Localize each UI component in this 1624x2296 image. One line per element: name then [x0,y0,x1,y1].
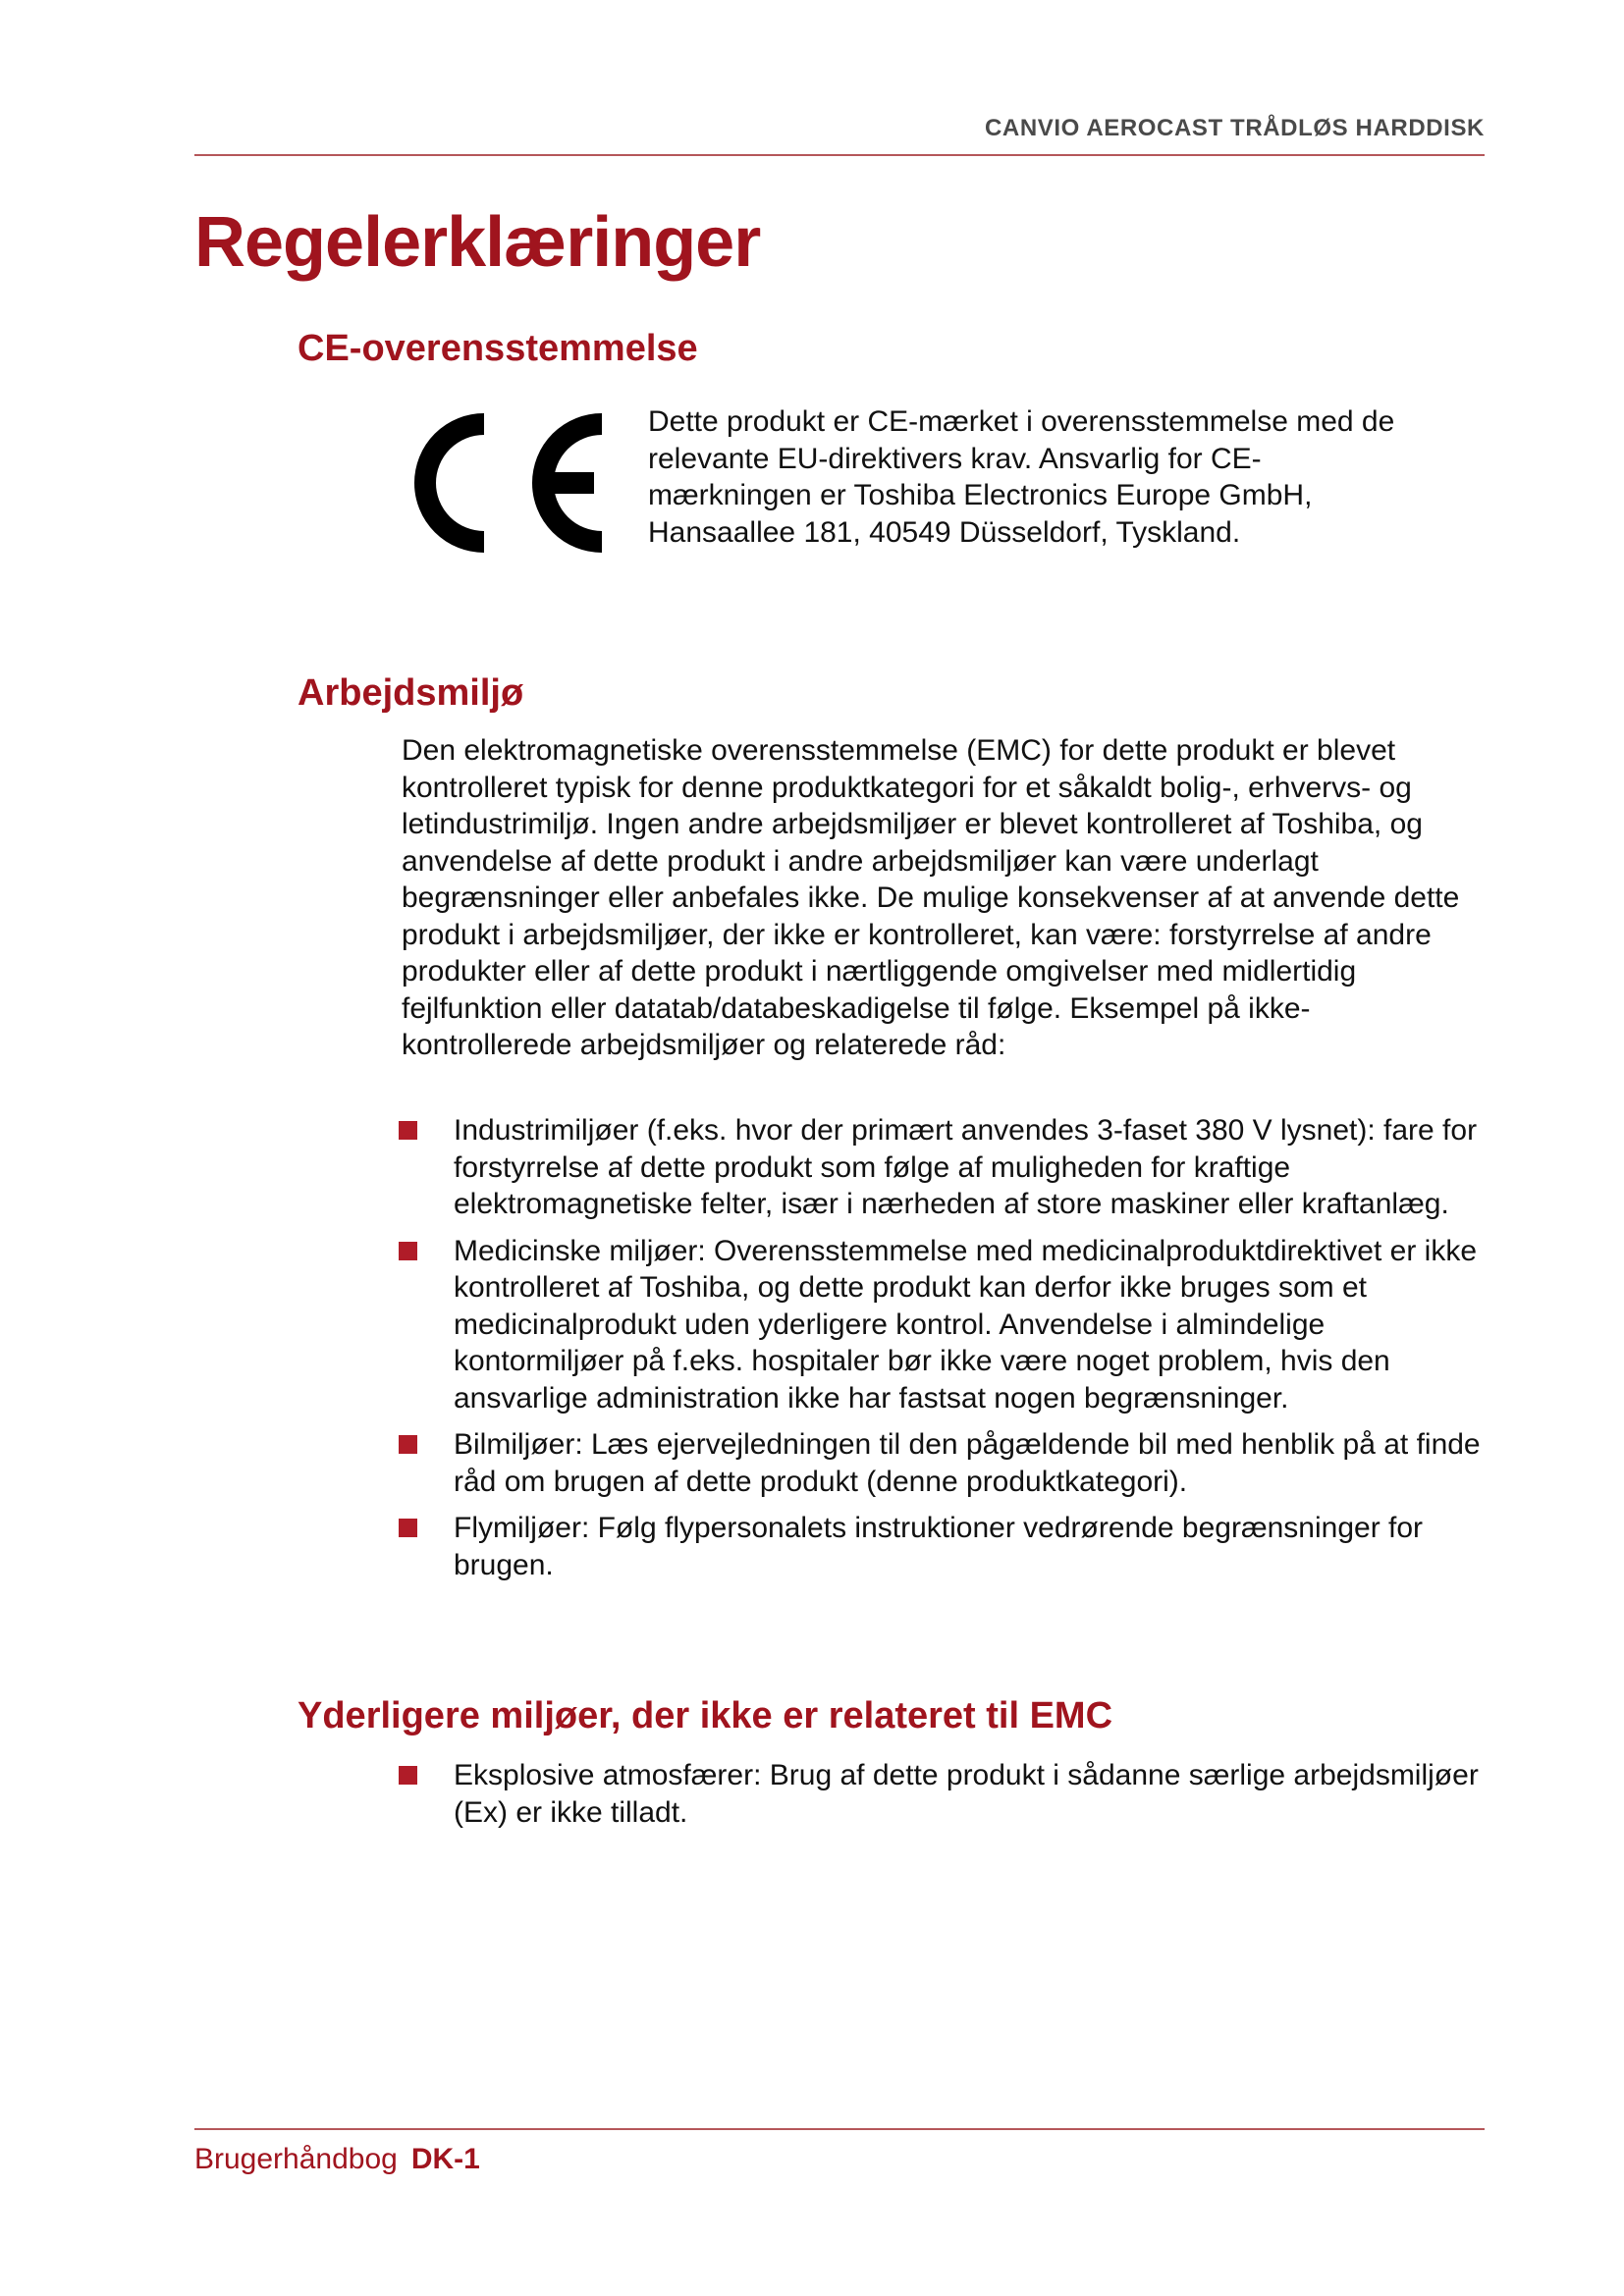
section-heading-other-environments: Yderligere miljøer, der ikke er relateret til EMC [298,1695,1113,1736]
work-environment-list [399,1112,1489,1583]
bullet-square-icon [399,1435,417,1454]
ce-description: Dette produkt er CE-mærket i overensstemmelse med de relevante EU-direktivers krav. Ansvarlig for CE-mærkningen er Toshiba Electronics Europe GmbH, Hansaallee 181, 40549 Düsseldorf, Tyskland. [648,405,1395,549]
section-heading-ce: CE-overensstemmelse [298,328,698,369]
list-item: Eksplosive atmosfærer: Brug af dette produkt i sådanne særlige arbejdsmiljøer (Ex) er ikke tilladt. [399,1757,1489,1831]
other-environments-list [399,1757,1489,1831]
page-title: Regelerklæringer [194,203,761,282]
bullet-square-icon [399,1766,417,1785]
list-item: Medicinske miljøer: Overensstemmelse med medicinalproduktdirektivet er ikke kontrolleret af Toshiba, og dette produkt kan derfor ikke bruges som et medicinalprodukt uden yderligere kontrol. Anvendelse i almindelige kontormiljøer på f.eks. hospitaler bør ikke være noget problem, hvis den ansvarlige administration ikke har fastsat nogen begrænsninger. [399,1233,1489,1417]
footer-rule [194,2128,1485,2130]
ce-mark-icon [407,410,614,556]
section-heading-work-environment: Arbejdsmiljø [298,672,524,714]
bullet-square-icon [399,1121,417,1140]
footer-label: Brugerhåndbog [194,2143,398,2175]
footer [194,2143,480,2176]
bullet-square-icon [399,1242,417,1260]
running-header: CANVIO AEROCAST TRÅDLØS HARDDISK [985,115,1485,141]
list-item: Industrimiljøer (f.eks. hvor der primært anvendes 3-faset 380 V lysnet): fare for forstyrrelse af dette produkt som følge af muligheden for kraftige elektromagnetiske felter, især i nærheden af store maskiner eller kraftanlæg. [399,1112,1489,1223]
header-rule [194,154,1485,156]
list-item: Bilmiljøer: Læs ejervejledningen til den pågældende bil med henblik på at finde råd om brugen af dette produkt (denne produktkategori). [399,1426,1489,1500]
page-number: DK-1 [410,2143,480,2175]
list-item: Flymiljøer: Følg flypersonalets instruktioner vedrørende begrænsninger for brugen. [399,1510,1489,1583]
work-environment-paragraph: Den elektromagnetiske overensstemmelse (EMC) for dette produkt er blevet kontrolleret typisk for denne produktkategori for et såkaldt bolig-, erhvervs- og letindustrimiljø. Ingen andre arbejdsmiljøer er blevet kontrolleret af Toshiba, og anvendelse af dette produkt i andre arbejdsmiljøer kan være underlagt begrænsninger eller anbefales ikke. De mulige konsekvenser af at anvende dette produkt i arbejdsmiljøer, der ikke er kontrolleret, kan være: forstyrrelse af andre produkter eller af dette produkt i nærtliggende omgivelser med midlertidig fejlfunktion eller datatab/databeskadigelse til følge. Eksempel på ikke-kontrollerede arbejdsmiljøer og relaterede råd: [402,734,1460,1061]
bullet-square-icon [399,1519,417,1537]
